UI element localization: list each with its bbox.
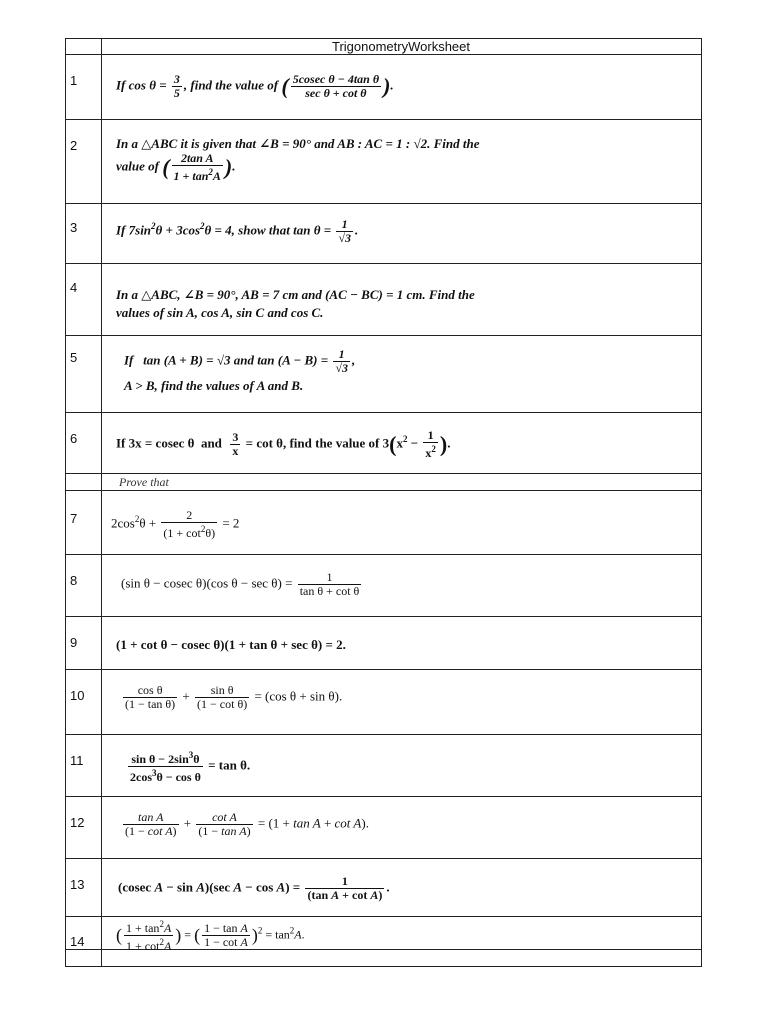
- prove-that-row: [66, 474, 701, 491]
- question-row: [66, 859, 701, 917]
- question-row: [66, 264, 701, 336]
- question-row: [66, 413, 701, 474]
- question-number: 6: [70, 431, 78, 446]
- question-text: $\frac{\sin \theta - 2\sin^3\theta}{2\cos^3\theta - \cos \theta}$ = tan θ.: [130, 750, 251, 784]
- question-text: $2\cos^2\theta$ + $\frac{2}{(1 + \cot^2\theta)}$ = 2: [111, 508, 240, 540]
- prove-that-label: Prove that: [119, 475, 169, 489]
- question-number: 3: [70, 220, 78, 235]
- header-row: [66, 39, 701, 55]
- worksheet-table: [65, 38, 702, 967]
- question-number: 13: [70, 877, 85, 892]
- question-text: $\frac{\text{cos θ}}{\text{(1 − tan θ)}}$ + $\frac{\text{sin θ}}{\text{(1 − cot θ)}}$ = (cos θ + sin θ).: [125, 683, 343, 711]
- question-text: (sin θ − cosec θ)(cos θ − sec θ) = $\frac{1}{\text{tan θ + cot θ}}$: [121, 570, 360, 598]
- question-text: (1 + cot θ − cosec θ)(1 + tan θ + sec θ) = 2.: [116, 637, 346, 652]
- question-number: 2: [70, 138, 78, 153]
- question-text: $\frac{\text{tan A}}{\text{(1 − cot A)}}$ + $\frac{\text{cot A}}{\text{(1 − tan A)}}$ = (1 + tan A + cot A).: [125, 810, 369, 838]
- question-text: In a △ABC, ∠B = 90°, AB = 7 cm and (AC − BC) = 1 cm. Find the values of sin A, cos A, sin C and cos C.: [116, 287, 475, 320]
- worksheet-title: TrigonometryWorksheet: [332, 39, 470, 54]
- question-text: (cosec A − sin A)(sec A − cos A) = $\frac{1}{\text{(tan A + cot A)}}$ .: [118, 874, 390, 902]
- question-row: [66, 336, 701, 413]
- question-number: 5: [70, 350, 78, 365]
- question-number: 10: [70, 688, 85, 703]
- question-row: [66, 735, 701, 797]
- question-row: [66, 120, 701, 204]
- question-row: [66, 491, 701, 555]
- question-row: [66, 204, 701, 264]
- question-number: 12: [70, 815, 85, 830]
- question-number: 8: [70, 573, 78, 588]
- question-row: [66, 797, 701, 859]
- question-text: If cos θ = $\frac{3}{5}$ , find the value of ( $\frac{\text{5cosec θ − 4tan θ}}{\text{sec θ + cot θ}}$ ).: [116, 72, 394, 100]
- question-row: [66, 670, 701, 735]
- question-row: [66, 55, 701, 120]
- question-number: 4: [70, 280, 78, 295]
- question-number: 7: [70, 511, 78, 526]
- question-number: 14: [70, 934, 85, 949]
- empty-row: [66, 950, 701, 967]
- question-text: If 3x = cosec θ and $\frac{3}{x}$ = cot θ, find the value of $3(x^2$ − $\frac{1}{x^2}$ ).: [116, 428, 451, 460]
- question-row: [66, 555, 701, 617]
- question-text: If tan (A + B) = √3 and tan (A − B) = $\frac{1}{√3}$ , A > B, find the values of A and B.: [124, 347, 356, 393]
- question-text: If $7\sin^2\theta + 3\cos^2\theta = 4$, show that tan θ = $\frac{1}{√3}$ .: [116, 217, 359, 245]
- question-number: 11: [70, 753, 84, 768]
- question-text: In a △ABC it is given that ∠B = 90° and AB : AC = 1 : √2. Find the value of ( $\frac{\text{2tan A}}{1 + \tan^2A}$ ).: [116, 136, 480, 183]
- question-row: [66, 917, 701, 953]
- question-text: ( $\frac{1 + \tan^2A}{1 + \cot^2A}$ ) = ( $\frac{\text{1 − tan A}}{\text{1 − cot A}}$ )$^2 = \tan^2A$.: [116, 919, 305, 953]
- question-number: 1: [70, 73, 78, 88]
- question-number: 9: [70, 635, 78, 650]
- question-row: [66, 617, 701, 670]
